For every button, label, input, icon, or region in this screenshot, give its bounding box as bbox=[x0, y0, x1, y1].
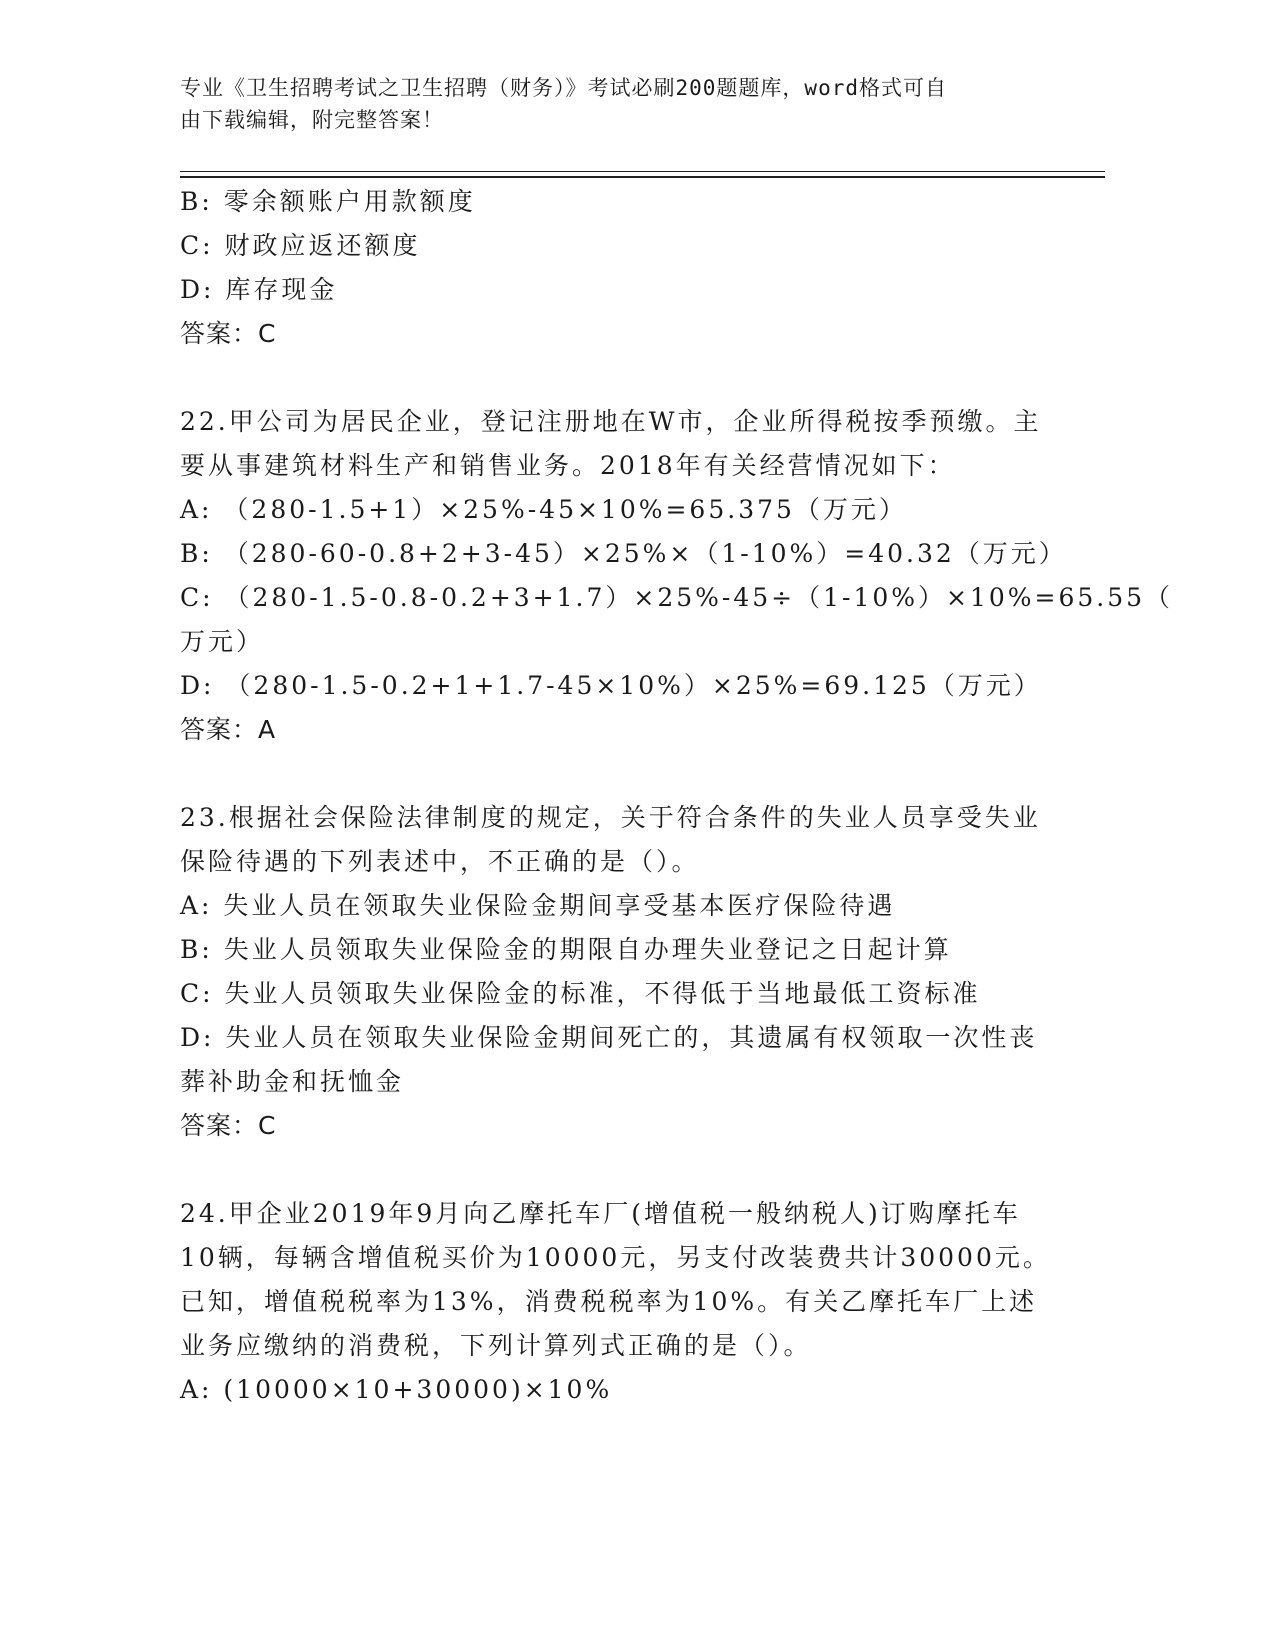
header-divider-thick bbox=[180, 176, 1105, 178]
spacer bbox=[180, 1148, 1050, 1192]
question-stem-line: 已知，增值税税率为13%，消费税税率为10%。有关乙摩托车厂上述 bbox=[180, 1287, 1038, 1316]
question-stem-line: 10辆，每辆含增值税买价为10000元，另支付改装费共计30000元。 bbox=[180, 1243, 1051, 1272]
answer: 答案：C bbox=[180, 319, 277, 348]
question-stem-line: 保险待遇的下列表述中，不正确的是（）。 bbox=[180, 847, 700, 876]
option-c: C: 失业人员领取失业保险金的标准，不得低于当地最低工资标准 bbox=[180, 979, 981, 1008]
option-c: C: 财政应返还额度 bbox=[180, 231, 421, 260]
option-c: C: （280-1.5-0.8-0.2+3+1.7）×25%-45÷（1-10%）×10%=65.55（ bbox=[180, 583, 1174, 612]
option-b: B: 零余额账户用款额度 bbox=[180, 187, 476, 216]
option-a: A: 失业人员在领取失业保险金期间享受基本医疗保险待遇 bbox=[180, 891, 896, 920]
question-21-tail bbox=[180, 180, 1050, 356]
question-stem-line: 24.甲企业2019年9月向乙摩托车厂(增值税一般纳税人)订购摩托车 bbox=[180, 1199, 1021, 1228]
header-line-1: 专业《卫生招聘考试之卫生招聘（财务）》考试必刷200题题库，word格式可自 bbox=[180, 76, 947, 100]
question-23 bbox=[180, 796, 1050, 1148]
option-b: B: （280-60-0.8+2+3-45）×25%×（1-10%）=40.32（万元） bbox=[180, 539, 1067, 568]
option-d: D: 库存现金 bbox=[180, 275, 338, 304]
header-divider-thin bbox=[180, 171, 1105, 172]
option-d: D: 失业人员在领取失业保险金期间死亡的，其遗属有权领取一次性丧 bbox=[180, 1023, 1038, 1052]
option-b: B: 失业人员领取失业保险金的期限自办理失业登记之日起计算 bbox=[180, 935, 952, 964]
spacer bbox=[180, 752, 1050, 796]
option-c-continued: 万元） bbox=[180, 627, 265, 656]
option-d: D: （280-1.5-0.2+1+1.7-45×10%）×25%=69.125（万元） bbox=[180, 671, 1042, 700]
question-22 bbox=[180, 400, 1174, 752]
question-content bbox=[180, 180, 1174, 1412]
spacer bbox=[180, 356, 1050, 400]
question-stem-line: 22.甲公司为居民企业，登记注册地在W市，企业所得税按季预缴。主 bbox=[180, 407, 1042, 436]
answer: 答案：C bbox=[180, 1111, 277, 1140]
document-header bbox=[180, 72, 1060, 136]
header-line-2: 由下载编辑，附完整答案！ bbox=[180, 108, 444, 132]
question-stem-line: 业务应缴纳的消费税，下列计算列式正确的是（）。 bbox=[180, 1331, 812, 1360]
option-a: A: （280-1.5+1）×25%-45×10%=65.375（万元） bbox=[180, 495, 907, 524]
option-d-continued: 葬补助金和抚恤金 bbox=[180, 1067, 405, 1096]
question-stem-line: 23.根据社会保险法律制度的规定，关于符合条件的失业人员享受失业 bbox=[180, 803, 1041, 832]
question-stem-line: 要从事建筑材料生产和销售业务。2018年有关经营情况如下： bbox=[180, 451, 956, 480]
question-24 bbox=[180, 1192, 1050, 1412]
answer: 答案：A bbox=[180, 715, 277, 744]
option-a: A: (10000×10+30000)×10% bbox=[180, 1375, 613, 1404]
